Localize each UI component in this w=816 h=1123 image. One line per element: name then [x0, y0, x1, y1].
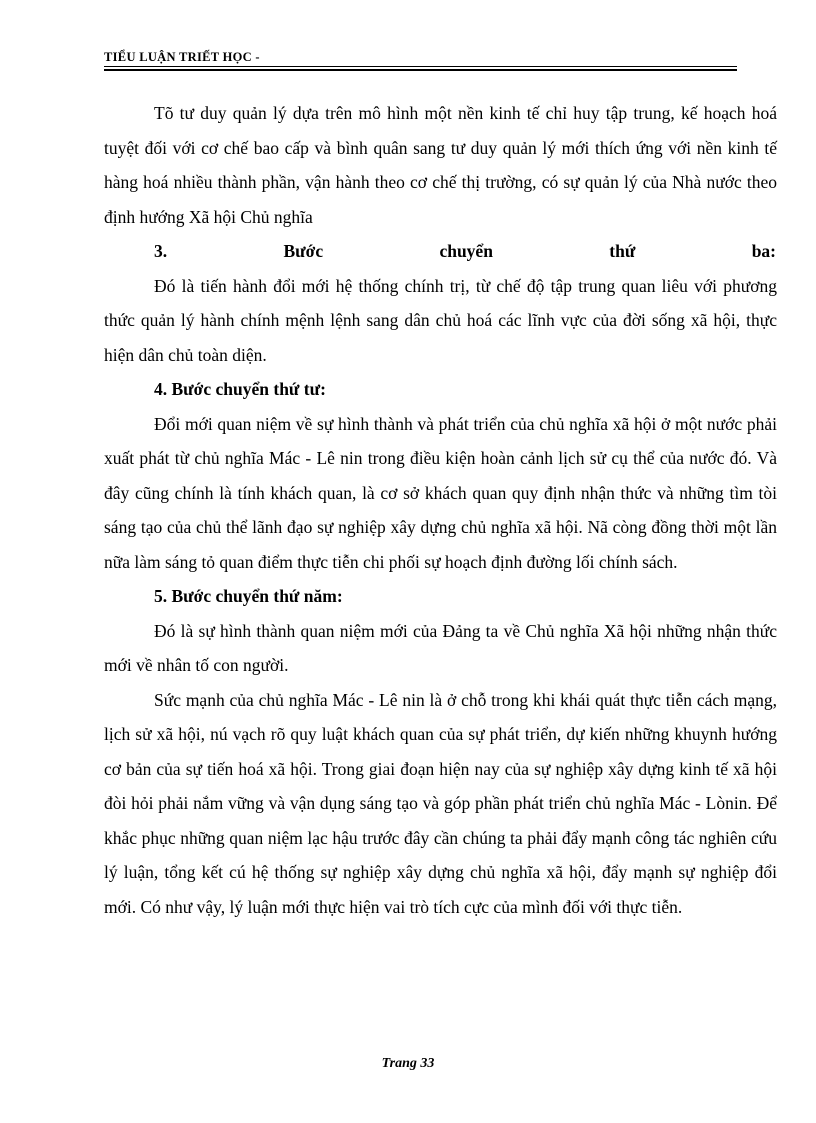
page-number: Trang 33: [381, 1056, 435, 1071]
heading-3-word-2: chuyển: [439, 241, 493, 261]
paragraph-step-4: Đổi mới quan niệm về sự hình thành và phát triển của chủ nghĩa xã hội ở một nước phải xuất phát từ chủ nghĩa Mác - Lê nin trong điều kiện hoàn cảnh lịch sử cụ thể của nước đó. Và đây cũng chính là tính khách quan, là cơ sở khách quan quy định nhận thức và những tìm tòi sáng tạo của chủ thể lãnh đạo sự nghiệp xây dựng chủ nghĩa xã hội. Nã còng đồng thời một lần nữa làm sáng tỏ quan điểm thực tiễn chi phối sự hoạch định đường lối chính sách.: [104, 413, 777, 572]
header-divider-thick: [104, 69, 737, 71]
paragraph-intro: Tõ tư duy quản lý dựa trên mô hình một nền kinh tế chỉ huy tập trung, kế hoạch hoá tuyệt đối với cơ chế bao cấp và bình quân sang tư duy quản lý mới thích ứng với nền kinh tế hàng hoá nhiều thành phần, vận hành theo cơ chế thị trường, có sự quản lý của Nhà nước theo định hướng Xã hội Chủ nghĩa: [104, 103, 777, 227]
paragraph-step-3: Đó là tiến hành đổi mới hệ thống chính trị, từ chế độ tập trung quan liêu với phương thức quản lý hành chính mệnh lệnh sang dân chủ hoá các lĩnh vực của đời sống xã hội, thực hiện dân chủ toàn diện.: [104, 275, 777, 365]
paragraph-step-5: Đó là sự hình thành quan niệm mới của Đảng ta về Chủ nghĩa Xã hội những nhận thức mới về nhân tố con người.: [104, 620, 777, 675]
section-heading-5: 5. Bước chuyển thứ năm:: [154, 586, 343, 606]
heading-3-number: 3.: [154, 241, 168, 261]
heading-3-word-4: ba:: [751, 241, 776, 261]
paragraph-marxism: Sức mạnh của chủ nghĩa Mác - Lê nin là ở chỗ trong khi khái quát thực tiễn cách mạng, lịch sử xã hội, nú vạch rõ quy luật khách quan của sự phát triển, dự kiến những khuynh hướng cơ bản của sự tiến hoá xã hội. Trong giai đoạn hiện nay của sự nghiệp xây dựng kinh tế xã hội đòi hỏi phải nắm vững và vận dụng sáng tạo và góp phần phát triển chủ nghĩa Mác - Lònin. Để khắc phục những quan niệm lạc hậu trước đây cần chúng ta phải đẩy mạnh công tác nghiên cứu lý luận, tổng kết cú hệ thống sự nghiệp xây dựng chủ nghĩa xã hội, đẩy mạnh sự nghiệp đổi mới. Có như vậy, lý luận mới thực hiện vai trò tích cực của mình đối với thực tiễn.: [104, 689, 777, 917]
heading-3-word-3: thứ: [609, 241, 636, 261]
section-heading-4: 4. Bước chuyển thứ tư:: [154, 379, 326, 399]
heading-3-word-1: Bước: [283, 241, 324, 261]
header-divider-thin: [104, 66, 737, 67]
section-heading-3: [104, 234, 777, 269]
document-body: [104, 96, 777, 924]
page-header-title: TIỂU LUẬN TRIẾT HỌC -: [104, 50, 260, 64]
